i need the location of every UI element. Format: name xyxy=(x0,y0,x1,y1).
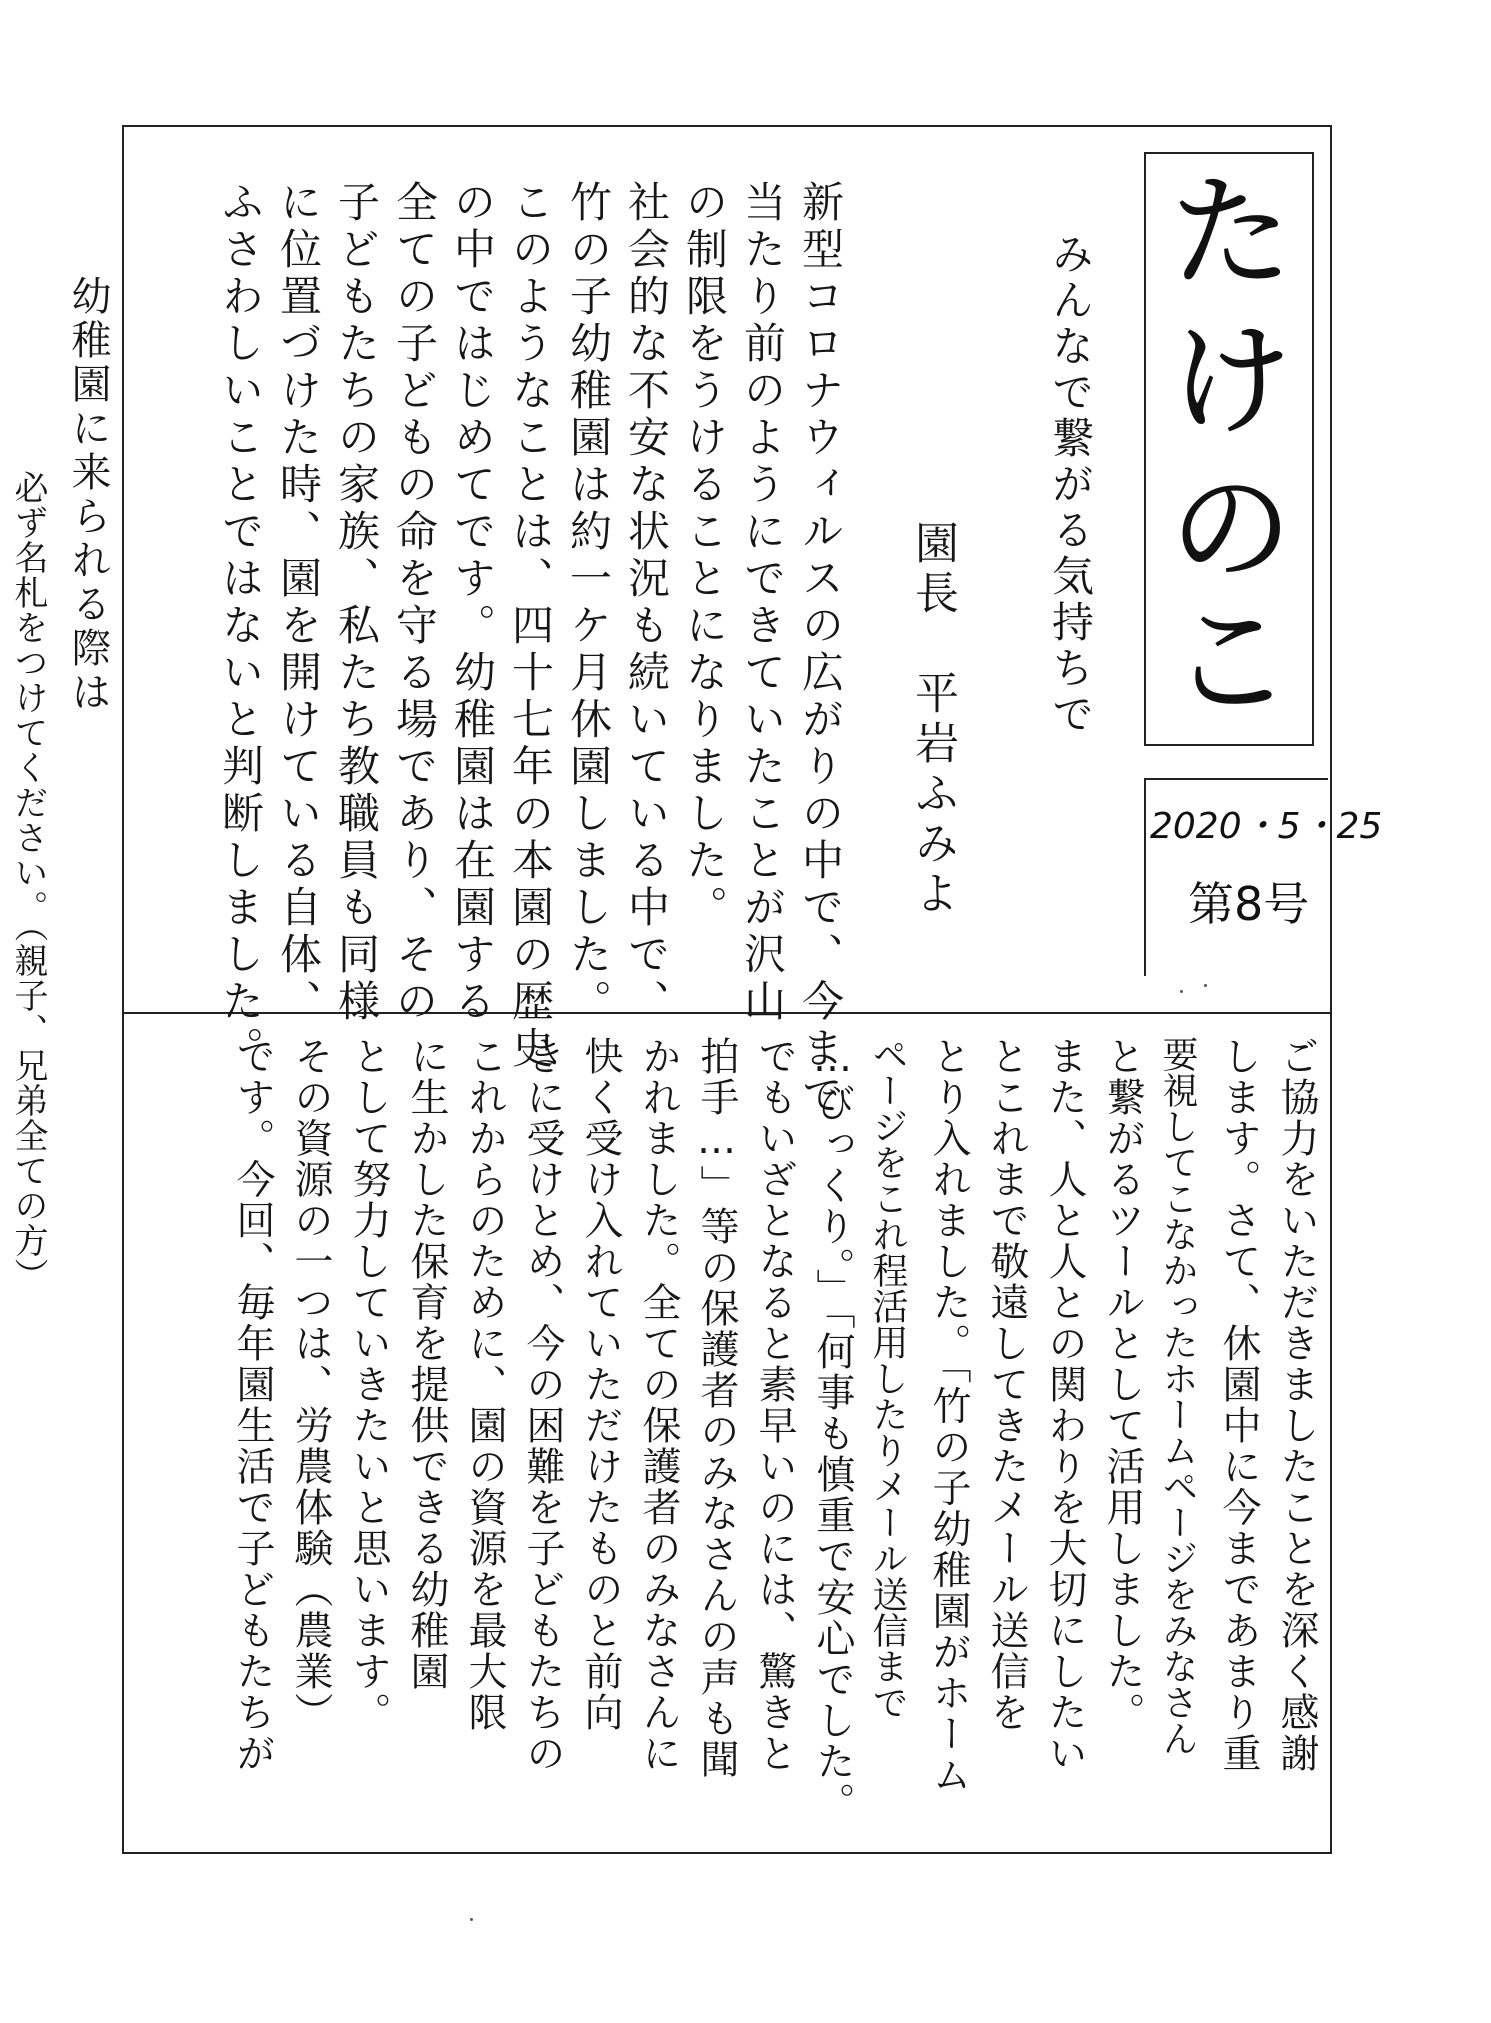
article-column: でもいざとなると素早いのには、驚きと xyxy=(752,1036,797,1774)
article-column: に生かした保育を提供できる幼稚園 xyxy=(404,1036,449,1692)
article-column: 全ての子どもの命を守る場であり、その xyxy=(390,180,439,1026)
article-column: します。さて、休園中に今まであまり重 xyxy=(1216,1036,1261,1774)
masthead-rule xyxy=(1144,778,1146,976)
masthead-title-char: け xyxy=(1170,310,1292,452)
article-column: の中ではじめてです。幼稚園は在園する xyxy=(448,180,497,1026)
issue-number: 第8号 xyxy=(1188,877,1310,931)
article-column: です。今回、毎年園生活で子どもたちが xyxy=(230,1036,275,1774)
masthead-title-char: こ xyxy=(1170,590,1292,732)
article-column: と繋がるツールとして活用しました。 xyxy=(1100,1036,1145,1733)
article-column: として努力していきたいと思います。 xyxy=(346,1036,391,1733)
article-author: 園長 平岩ふみよ xyxy=(907,520,958,920)
scan-speck xyxy=(1204,984,1207,987)
scan-speck xyxy=(1180,990,1183,993)
article-column: とり入れました。「竹の子幼稚園がホーム xyxy=(926,1036,971,1796)
article-column: その資源の一つは、労農体験（農業） xyxy=(288,1036,333,1733)
article-column: これからのために、園の資源を最大限 xyxy=(462,1036,507,1733)
article-column: …びっくり。」「何事も慎重で安心でした。 xyxy=(810,1036,855,1823)
article-column: ふさわしいことではないと判断しました。 xyxy=(216,180,265,1073)
article-column: このようなことは、四十七年の本園の歴史 xyxy=(506,180,555,1073)
article-column: ご協力をいただきましたことを深く感謝 xyxy=(1274,1036,1319,1774)
article-column: 新型コロナウィルスの広がりの中で、今まで xyxy=(796,180,845,1120)
scan-speck xyxy=(470,1918,473,1921)
article-column: 当たり前のようにできていたことが沢山 xyxy=(738,180,787,1026)
article-heading: みんなで繋がる気持ちで xyxy=(1046,232,1095,738)
article-column: ページをこれ程活用したりメール送信まで xyxy=(867,1036,908,1720)
article-column: に位置づけた時、園を開けている自体、 xyxy=(274,180,323,1026)
article-column: 竹の子幼稚園は約一ケ月休園しました。 xyxy=(564,180,613,1026)
article-column: 子どもたちの家族、私たち教職員も同様 xyxy=(332,180,381,1026)
masthead-title-char: た xyxy=(1170,162,1292,304)
article-column: きに受けとめ、今の困難を子どもたちの xyxy=(520,1036,565,1774)
article-column: の制限をうけることになりました。 xyxy=(680,180,729,932)
article-column: 社会的な不安な状況も続いている中で、 xyxy=(622,180,671,1026)
margin-note-line: 必ず名札をつけてください。（親子、兄弟全ての方） xyxy=(8,470,48,1293)
article-column: 快く受け入れていただけたものと前向 xyxy=(578,1036,623,1733)
article-column: 要視してこなかったホームページをみなさん xyxy=(1157,1036,1198,1756)
article-column: また、人と人との関わりを大切にしたい xyxy=(1042,1036,1087,1774)
issue-date: 2020・5・25 xyxy=(1150,806,1383,847)
article-column: 拍手…」等の保護者のみなさんの声も聞 xyxy=(694,1036,739,1780)
margin-note-line: 幼稚園に来られる際は xyxy=(65,275,111,715)
masthead-title-char: の xyxy=(1170,458,1292,600)
article-column: とこれまで敬遠してきたメール送信を xyxy=(984,1036,1029,1733)
masthead-rule xyxy=(1144,778,1328,780)
article-column: かれました。全ての保護者のみなさんに xyxy=(636,1036,681,1774)
